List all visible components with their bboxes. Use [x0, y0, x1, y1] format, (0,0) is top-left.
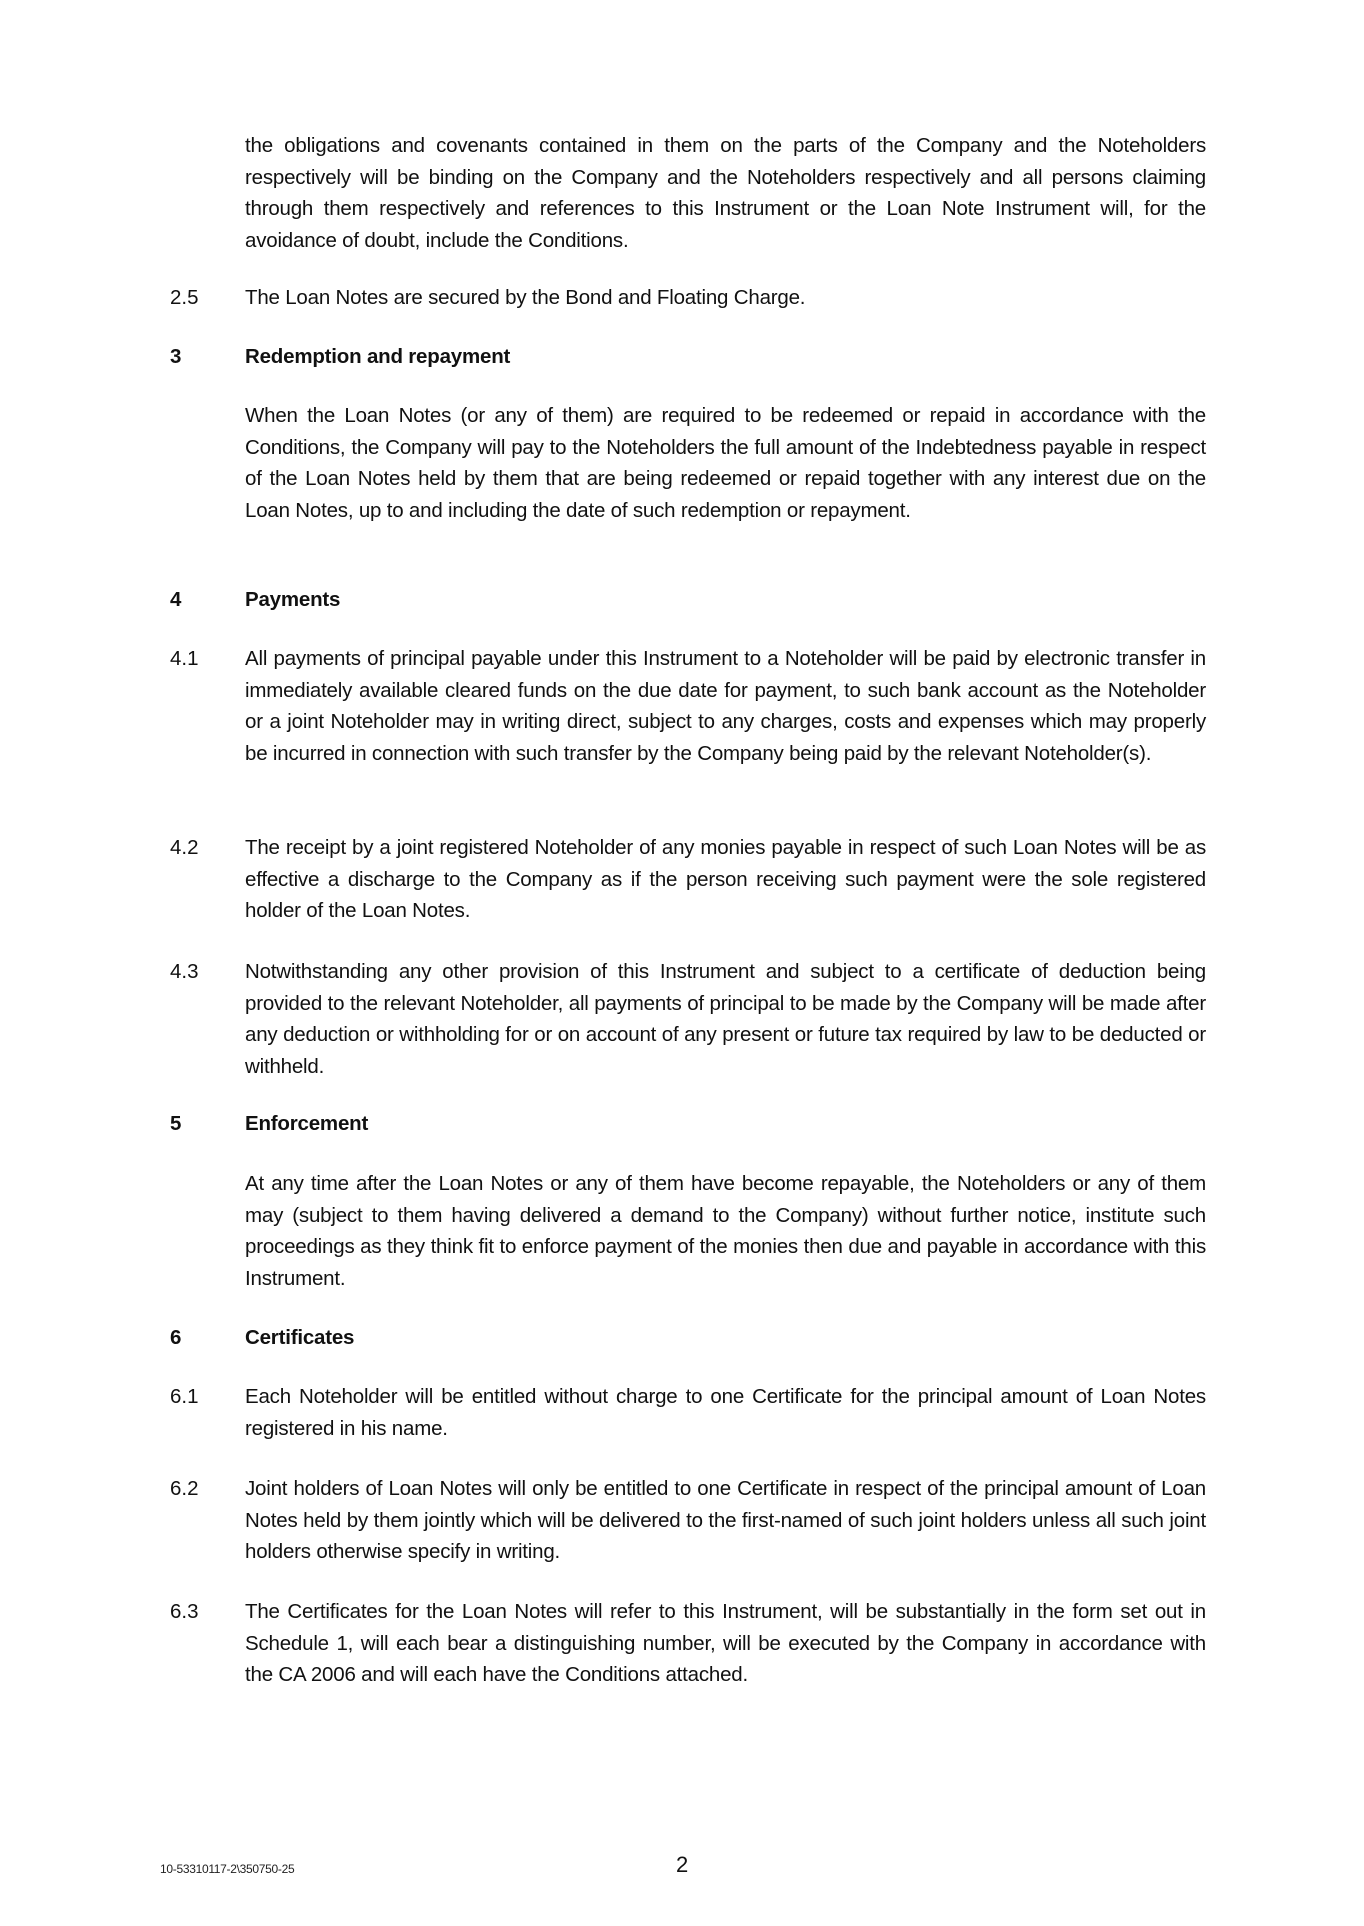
section-6-heading	[170, 1322, 1206, 1354]
clause-text: Each Noteholder will be entitled without charge to one Certificate for the principal amount of Loan Notes registered in his name.	[245, 1385, 1206, 1440]
section-3-heading	[170, 341, 1206, 373]
clause-6-3	[170, 1596, 1206, 1691]
clause-4-3	[170, 956, 1206, 1082]
clause-number: 4.1	[170, 647, 199, 670]
clause-text: The Loan Notes are secured by the Bond and Floating Charge.	[245, 286, 806, 309]
clause-text: At any time after the Loan Notes or any of them have become repayable, the Noteholders or any of them may (subject to them having delivered a demand to the Company) without further notice, institute such proceedings as they think fit to enforce payment of the monies then due and payable in accordance with this Instrument.	[245, 1172, 1206, 1290]
section-number: 3	[170, 345, 182, 368]
clause-text: the obligations and covenants contained in them on the parts of the Company and the Noteholders respectively will be binding on the Company and the Noteholders respectively and all persons claiming through them respectively and references to this Instrument or the Loan Note Instrument will, for the avoidance of doubt, include the Conditions.	[245, 134, 1206, 252]
clause-number: 6.3	[170, 1600, 199, 1623]
clause-text: The Certificates for the Loan Notes will refer to this Instrument, will be substantially in the form set out in Schedule 1, will each bear a distinguishing number, will be executed by the Company in accordance with the CA 2006 and will each have the Conditions attached.	[245, 1600, 1206, 1686]
section-title: Redemption and repayment	[245, 345, 511, 368]
clause-6-1	[170, 1381, 1206, 1444]
clause-4-2	[170, 832, 1206, 927]
clause-number	[170, 400, 245, 526]
clause-number	[170, 130, 245, 256]
clause-number: 6.2	[170, 1477, 199, 1500]
clause-text: Notwithstanding any other provision of this Instrument and subject to a certificate of deduction being provided to the relevant Noteholder, all payments of principal to be made by the Company will be made after any deduction or withholding for or on account of any present or future tax required by law to be deducted or withheld.	[245, 960, 1206, 1078]
section-number: 4	[170, 588, 182, 611]
clause-6-2	[170, 1473, 1206, 1568]
clause-number: 6.1	[170, 1385, 199, 1408]
section-number: 5	[170, 1112, 182, 1135]
clause-4-1	[170, 643, 1206, 769]
section-title: Certificates	[245, 1326, 355, 1349]
section-number: 6	[170, 1326, 182, 1349]
clause-text: The receipt by a joint registered Noteholder of any monies payable in respect of such Loan Notes will be as effective a discharge to the Company as if the person receiving such payment were the sole registered holder of the Loan Notes.	[245, 836, 1206, 922]
section-4-heading	[170, 584, 1206, 616]
section-5-paragraph	[170, 1168, 1206, 1294]
clause-number: 4.2	[170, 836, 199, 859]
clause-number: 4.3	[170, 960, 199, 983]
clause-text: When the Loan Notes (or any of them) are required to be redeemed or repaid in accordance with the Conditions, the Company will pay to the Noteholders the full amount of the Indebtedness payable in respect of the Loan Notes held by them that are being redeemed or repaid together with any interest due on the Loan Notes, up to and including the date of such redemption or repayment.	[245, 404, 1206, 522]
clause-text: All payments of principal payable under this Instrument to a Noteholder will be paid by electronic transfer in immediately available cleared funds on the due date for payment, to such bank account as the Noteholder or a joint Noteholder may in writing direct, subject to any charges, costs and expenses which may properly be incurred in connection with such transfer by the Company being paid by the relevant Noteholder(s).	[245, 647, 1206, 765]
section-5-heading	[170, 1108, 1206, 1140]
page-number: 2	[676, 1852, 689, 1877]
section-title: Payments	[245, 588, 341, 611]
clause-text: Joint holders of Loan Notes will only be entitled to one Certificate in respect of the principal amount of Loan Notes held by them jointly which will be delivered to the first-named of such joint holders unless all such joint holders otherwise specify in writing.	[245, 1477, 1206, 1563]
section-title: Enforcement	[245, 1112, 369, 1135]
document-reference: 10-53310117-2\350750-25	[160, 1862, 295, 1876]
section-3-paragraph	[170, 400, 1206, 526]
continuation-paragraph	[170, 130, 1206, 256]
clause-number: 2.5	[170, 286, 199, 309]
clause-number	[170, 1168, 245, 1294]
clause-2-5	[170, 282, 1206, 314]
